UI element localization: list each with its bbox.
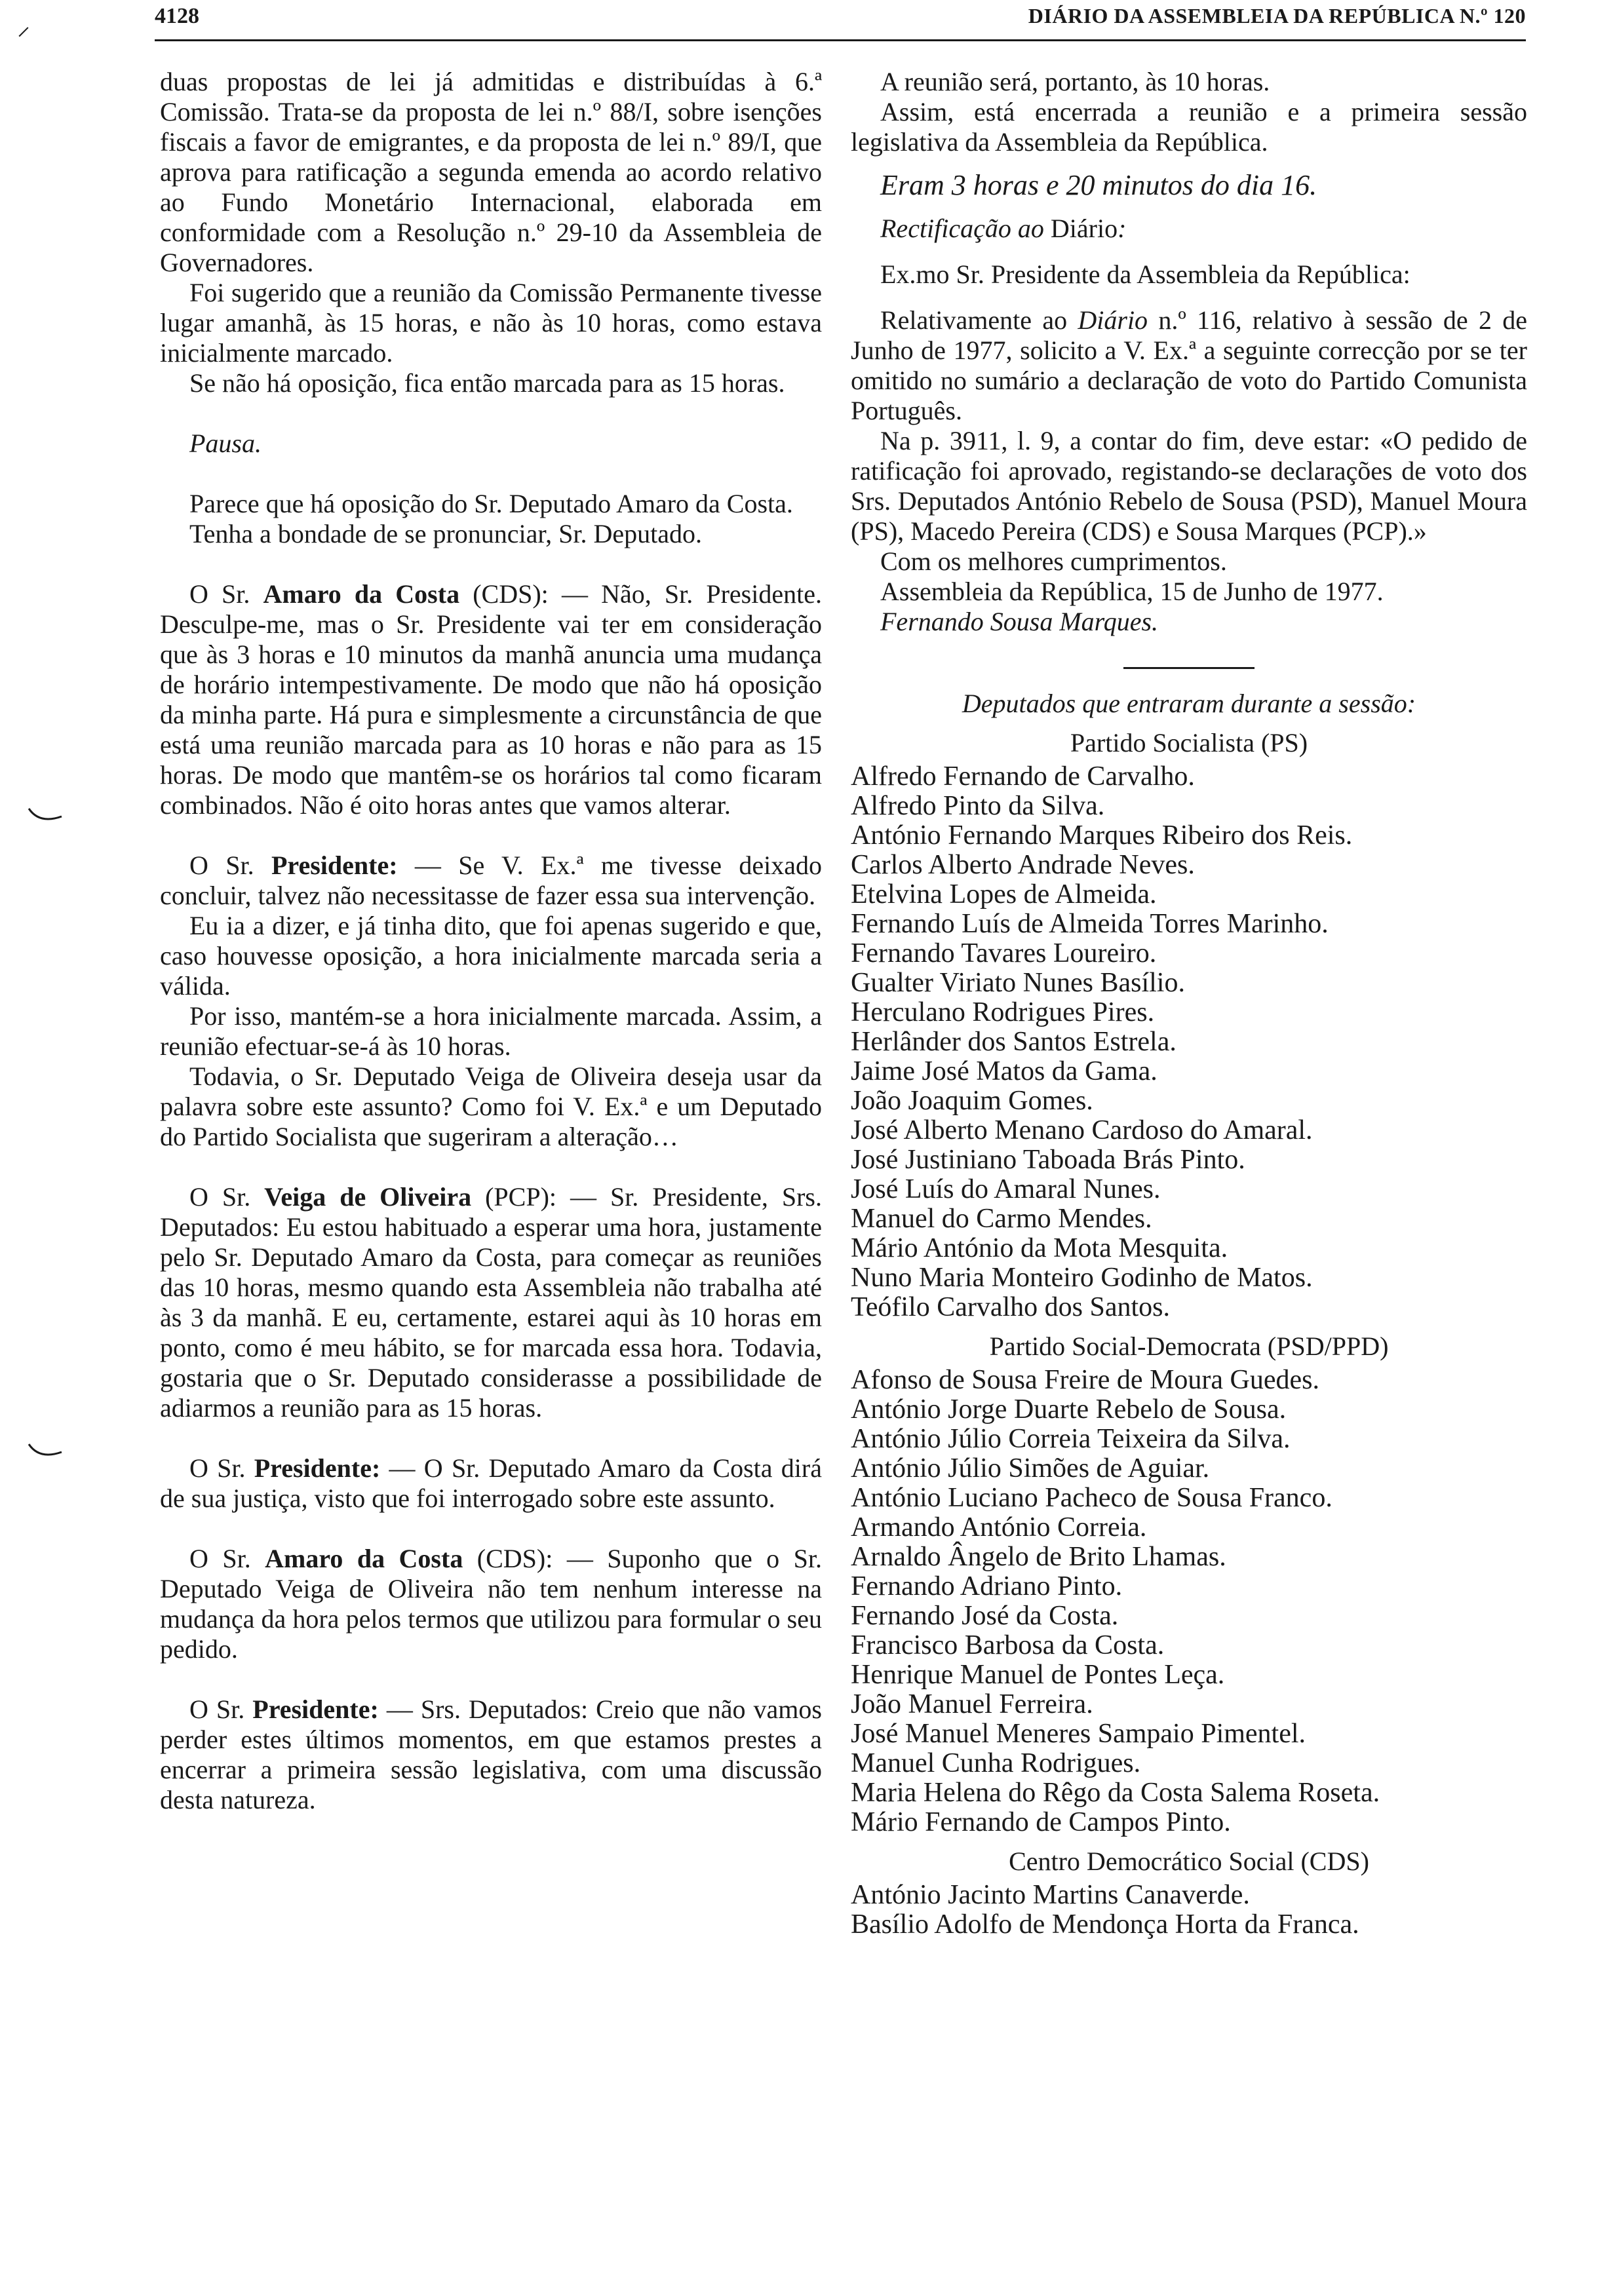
salutation: Ex.mo Sr. Presidente da Assembleia da República:	[880, 259, 1411, 289]
paragraph: Tenha a bondade de se pronunciar, Sr. Deputado.	[189, 519, 703, 548]
deputy-name: António Jorge Duarte Rebelo de Sousa.	[851, 1394, 1287, 1425]
speech: O Sr. Amaro da Costa (CDS): — Não, Sr. Presidente. Desculpe-me, mas o Sr. Presidente vai ter em consideração que às 3 horas e 10 minutos da manhã anuncia uma mudança de horário intempestivamente. De modo que não há oposição da minha parte. Há pura e simplesmente a circunstância de que está uma reunião marcada para as 10 horas e não para as 15 horas. De modo que mantêm-se os horários tal como ficaram combinados. Não é oito horas antes que vamos alterar.	[160, 579, 822, 820]
deputy-name: Nuno Maria Monteiro Godinho de Matos.	[851, 1263, 1313, 1293]
speech: O Sr. Presidente: — Srs. Deputados: Creio que não vamos perder estes últimos momentos, em que estamos prestes a encerrar a primeira sessão legislativa, com uma discussão desta natureza.	[160, 1694, 822, 1814]
paragraph: Parece que há oposição do Sr. Deputado Amaro da Costa.	[189, 489, 793, 518]
running-head: DIÁRIO DA ASSEMBLEIA DA REPÚBLICA N.º 120	[1028, 4, 1526, 28]
deputy-name: Maria Helena do Rêgo da Costa Salema Roseta.	[851, 1778, 1380, 1808]
deputy-name: Fernando Tavares Loureiro.	[851, 938, 1157, 968]
speaker-name: Amaro da Costa	[265, 1544, 463, 1573]
speech: O Sr. Presidente: — Se V. Ex.ª me tivesse deixado concluir, talvez não necessitasse de fazer essa sua intervenção.	[160, 851, 822, 910]
deputy-name: Manuel do Carmo Mendes.	[851, 1204, 1152, 1234]
paragraph: Eu ia a dizer, e já tinha dito, que foi apenas sugerido e que, caso houvesse oposição, a hora inicialmente marcada seria a válida.	[160, 911, 822, 1001]
left-column	[160, 67, 822, 1815]
speaker-name: Presidente:	[254, 1453, 381, 1483]
deputies-list-psd	[851, 1366, 1527, 1837]
deputy-name: Fernando José da Costa.	[851, 1601, 1119, 1631]
deputy-name: Francisco Barbosa da Costa.	[851, 1630, 1165, 1660]
deputy-name: Fernando Luís de Almeida Torres Marinho.	[851, 909, 1329, 939]
scan-mark-left-1	[26, 806, 66, 826]
paragraph: Por isso, mantém-se a hora inicialmente marcada. Assim, a reunião efectuar-se-á às 10 horas.	[160, 1001, 822, 1061]
speaker-name: Veiga de Oliveira	[264, 1182, 472, 1212]
paragraph: Na p. 3911, l. 9, a contar do fim, deve estar: «O pedido de ratificação foi aprovado, registando-se declarações de voto dos Srs. Deputados António Rebelo de Sousa (PSD), Manuel Moura (PS), Macedo Pereira (CDS) e Sousa Marques (PCP).»	[851, 426, 1527, 546]
deputy-name: Henrique Manuel de Pontes Leça.	[851, 1660, 1225, 1690]
signature: Fernando Sousa Marques.	[880, 607, 1159, 636]
paragraph: Relativamente ao Diário n.º 116, relativo à sessão de 2 de Junho de 1977, solicito a V. Ex.ª a seguinte correcção por se ter omitido no sumário a declaração de voto do Partido Comunista Português.	[851, 305, 1527, 425]
deputy-name: Arnaldo Ângelo de Brito Lhamas.	[851, 1542, 1226, 1572]
speaker-name: Presidente:	[252, 1694, 379, 1724]
section-divider	[1123, 667, 1255, 669]
speech-text: — Não, Sr. Presidente. Desculpe-me, mas o Sr. Presidente vai ter em consideração que às 3 horas e 10 minutos da manhã anuncia uma mudança de horário intempestivamente. De modo que não há oposição da minha parte. Há pura e simplesmente a circunstância de que está uma reunião marcada para as 10 horas e não para as 15 horas. De modo que mantêm-se os horários tal como ficaram combinados. Não é oito horas antes que vamos alterar.	[160, 579, 822, 820]
party-heading: Partido Socialista (PS)	[1070, 728, 1308, 757]
deputy-name: Alfredo Fernando de Carvalho.	[851, 761, 1195, 792]
party-heading: Partido Social-Democrata (PSD/PPD)	[989, 1331, 1389, 1361]
speaker-name: Amaro da Costa	[263, 579, 460, 609]
speech-text: — Sr. Presidente, Srs. Deputados: Eu estou habituado a esperar uma hora, justamente pelo Sr. Deputado Amaro da Costa, para começar as reuniões das 10 horas, mesmo quando esta Assembleia não trabalha até às 3 da manhã. E eu, certamente, estarei aqui às 10 horas em ponto, como é meu hábito, se for marcada essa hora. Todavia, gostaria que o Sr. Deputado considerasse a possibilidade de adiarmos a reunião para as 15 horas.	[160, 1182, 822, 1423]
deputy-name: António Fernando Marques Ribeiro dos Reis.	[851, 820, 1353, 851]
closing-time: Eram 3 horas e 20 minutos do dia 16.	[880, 169, 1317, 201]
right-column	[851, 67, 1527, 1940]
deputy-name: Gualter Viriato Nunes Basílio.	[851, 968, 1185, 998]
deputy-name: Mário António da Mota Mesquita.	[851, 1233, 1228, 1263]
deputy-name: Herlânder dos Santos Estrela.	[851, 1027, 1177, 1057]
speech: O Sr. Veiga de Oliveira (PCP): — Sr. Presidente, Srs. Deputados: Eu estou habituado a esperar uma hora, justamente pelo Sr. Deputado Amaro da Costa, para começar as reuniões das 10 horas, mesmo quando esta Assembleia não trabalha até às 3 da manhã. E eu, certamente, estarei aqui às 10 horas em ponto, como é meu hábito, se for marcada essa hora. Todavia, gostaria que o Sr. Deputado considerasse a possibilidade de adiarmos a reunião para as 15 horas.	[160, 1182, 822, 1423]
stage-direction: Pausa.	[189, 429, 262, 458]
speech: O Sr. Amaro da Costa (CDS): — Suponho que o Sr. Deputado Veiga de Oliveira não tem nenhum interesse na mudança da hora pelos termos que utilizou para formular o seu pedido.	[160, 1544, 822, 1664]
deputy-name: António Luciano Pacheco de Sousa Franco.	[851, 1483, 1333, 1513]
deputies-list-cds	[851, 1881, 1527, 1940]
deputy-name: Afonso de Sousa Freire de Moura Guedes.	[851, 1365, 1320, 1395]
deputy-name: José Alberto Menano Cardoso do Amaral.	[851, 1115, 1313, 1145]
deputy-name: Jaime José Matos da Gama.	[851, 1056, 1158, 1086]
section-title: Deputados que entraram durante a sessão:	[962, 689, 1416, 718]
paragraph: Se não há oposição, fica então marcada para as 15 horas.	[189, 368, 785, 398]
deputy-name: António Júlio Simões de Aguiar.	[851, 1453, 1210, 1483]
deputy-name: Etelvina Lopes de Almeida.	[851, 879, 1157, 909]
deputy-name: João Manuel Ferreira.	[851, 1689, 1093, 1719]
scan-mark-left-2	[26, 1442, 66, 1461]
speech-text: — Se V. Ex.ª me tivesse deixado concluir, talvez não necessitasse de fazer essa sua intervenção.	[160, 851, 822, 910]
deputy-name: Alfredo Pinto da Silva.	[851, 791, 1105, 821]
speech-text: — O Sr. Deputado Amaro da Costa dirá de sua justiça, visto que foi interrogado sobre este assunto.	[160, 1453, 822, 1513]
deputy-name: José Justiniano Taboada Brás Pinto.	[851, 1145, 1245, 1175]
speech-text: — Srs. Deputados: Creio que não vamos perder estes últimos momentos, em que estamos prestes a encerrar a primeira sessão legislativa, com uma discussão desta natureza.	[160, 1694, 822, 1814]
deputies-list-ps	[851, 762, 1527, 1322]
paragraph: Assim, está encerrada a reunião e a primeira sessão legislativa da Assembleia da República.	[851, 97, 1527, 157]
deputy-name: João Joaquim Gomes.	[851, 1086, 1093, 1116]
paragraph: Foi sugerido que a reunião da Comissão Permanente tivesse lugar amanhã, às 15 horas, e não às 10 horas, como estava inicialmente marcado.	[160, 278, 822, 368]
speaker-name: Presidente:	[271, 851, 398, 880]
speech-text: — Suponho que o Sr. Deputado Veiga de Oliveira não tem nenhum interesse na mudança da hora pelos termos que utilizou para formular o seu pedido.	[160, 1544, 822, 1664]
paragraph: Assembleia da República, 15 de Junho de 1977.	[880, 577, 1384, 606]
deputy-name: Fernando Adriano Pinto.	[851, 1571, 1123, 1601]
paragraph: Com os melhores cumprimentos.	[880, 546, 1227, 576]
deputy-name: Carlos Alberto Andrade Neves.	[851, 850, 1195, 880]
paragraph: duas propostas de lei já admitidas e distribuídas à 6.ª Comissão. Trata-se da proposta de lei n.º 88/I, sobre isenções fiscais a favor de emigrantes, e da proposta de lei n.º 89/I, que aprova para ratificação a segunda emenda ao acordo relativo ao Fundo Monetário Internacional, elaborada em conformidade com a Resolução n.º 29-10 da Assembleia de Governadores.	[160, 67, 822, 277]
deputy-name: Basílio Adolfo de Mendonça Horta da Franca.	[851, 1909, 1359, 1940]
page-number: 4128	[155, 4, 199, 28]
deputy-name: António Júlio Correia Teixeira da Silva.	[851, 1424, 1291, 1454]
deputy-name: José Luís do Amaral Nunes.	[851, 1174, 1161, 1204]
paragraph: Todavia, o Sr. Deputado Veiga de Oliveira deseja usar da palavra sobre este assunto? Como foi V. Ex.ª e um Deputado do Partido Socialista que sugeriram a alteração…	[160, 1062, 822, 1151]
deputy-name: Armando António Correia.	[851, 1512, 1147, 1542]
deputy-name: Teófilo Carvalho dos Santos.	[851, 1292, 1170, 1322]
rectification-heading: Rectificação ao Diário:	[880, 214, 1127, 243]
deputy-name: Mário Fernando de Campos Pinto.	[851, 1807, 1231, 1837]
paragraph: A reunião será, portanto, às 10 horas.	[880, 67, 1270, 96]
deputy-name: António Jacinto Martins Canaverde.	[851, 1880, 1250, 1910]
party-heading: Centro Democrático Social (CDS)	[1009, 1846, 1369, 1876]
deputy-name: Manuel Cunha Rodrigues.	[851, 1748, 1141, 1778]
deputy-name: Herculano Rodrigues Pires.	[851, 997, 1155, 1027]
speech: O Sr. Presidente: — O Sr. Deputado Amaro da Costa dirá de sua justiça, visto que foi interrogado sobre este assunto.	[160, 1453, 822, 1513]
scan-mark-top: ⸝	[17, 11, 30, 41]
page-header	[155, 4, 1526, 41]
deputy-name: José Manuel Meneres Sampaio Pimentel.	[851, 1719, 1306, 1749]
